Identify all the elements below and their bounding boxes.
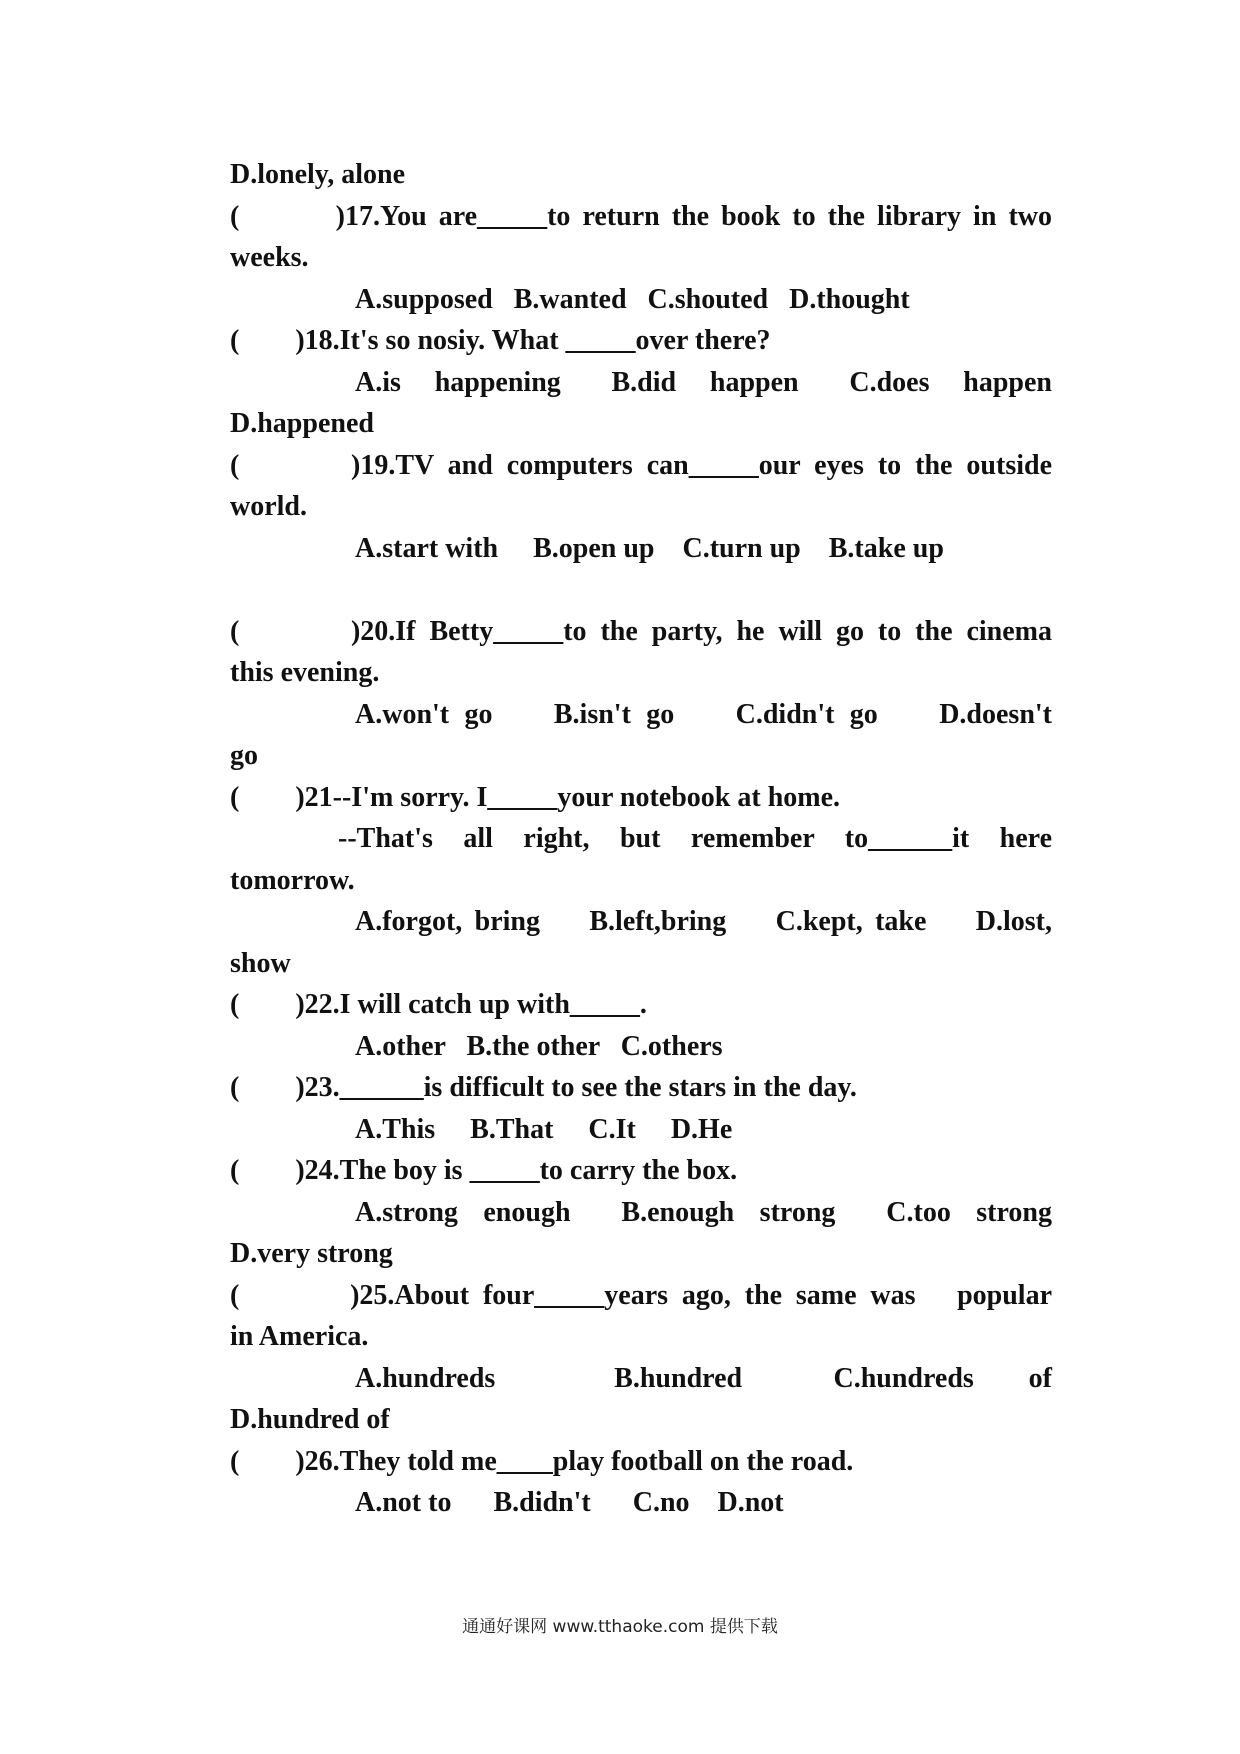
option-line: D.lonely, alone bbox=[230, 159, 406, 190]
question-26-options: A.not to B.didn't C.no D.not bbox=[355, 1487, 784, 1518]
question-25-options: A.hundreds B.hundred C.hundreds of bbox=[355, 1362, 1052, 1394]
question-20: ( )20.If Betty_____to the party, he will go to the cinema bbox=[230, 615, 1052, 647]
question-22-options: A.other B.the other C.others bbox=[355, 1030, 723, 1062]
question-20-options: A.won't go B.isn't go C.didn't go D.doesn't bbox=[355, 698, 1052, 730]
question-21-reply: --That's all right, but remember to______it here bbox=[338, 823, 1052, 854]
worksheet-body bbox=[230, 154, 1052, 1524]
question-23: ( )23.______is difficult to see the stars in the day. bbox=[230, 1072, 857, 1103]
blank-spacer bbox=[230, 569, 1052, 611]
question-21: ( )21--I'm sorry. I_____your notebook at home. bbox=[230, 781, 841, 813]
question-21-options: A.forgot, bring B.left,bring C.kept, take D.lost, bbox=[355, 906, 1052, 937]
question-17-continued: weeks. bbox=[230, 242, 309, 273]
question-26: ( )26.They told me____play football on the road. bbox=[230, 1445, 854, 1477]
question-18: ( )18.It's so nosiy. What _____over there? bbox=[230, 325, 771, 356]
question-17: ( )17.You are_____to return the book to the library in two bbox=[230, 200, 1052, 232]
question-20-options-continued: go bbox=[230, 740, 258, 771]
question-19-options: A.start with B.open up C.turn up B.take up bbox=[355, 532, 944, 564]
question-24-options: A.strong enough B.enough strong C.too strong bbox=[355, 1196, 1052, 1228]
question-25: ( )25.About four_____years ago, the same was popular bbox=[230, 1279, 1052, 1311]
question-24-options-continued: D.very strong bbox=[230, 1238, 393, 1269]
question-25-continued: in America. bbox=[230, 1321, 369, 1352]
question-17-options: A.supposed B.wanted C.shouted D.thought bbox=[355, 283, 910, 315]
question-19: ( )19.TV and computers can_____our eyes to the outside bbox=[230, 449, 1052, 481]
question-18-options: A.is happening B.did happen C.does happen bbox=[355, 366, 1052, 398]
question-24: ( )24.The boy is _____to carry the box. bbox=[230, 1155, 738, 1186]
page-footer: 通通好课网 www.tthaoke.com 提供下载 bbox=[462, 1617, 778, 1637]
question-22: ( )22.I will catch up with_____. bbox=[230, 989, 647, 1020]
question-19-continued: world. bbox=[230, 491, 307, 522]
question-23-options: A.This B.That C.It D.He bbox=[355, 1113, 733, 1145]
question-25-options-continued: D.hundred of bbox=[230, 1404, 390, 1435]
question-18-options-continued: D.happened bbox=[230, 408, 374, 439]
question-21-reply-continued: tomorrow. bbox=[230, 864, 355, 896]
question-20-continued: this evening. bbox=[230, 657, 380, 688]
question-21-options-continued: show bbox=[230, 947, 291, 979]
